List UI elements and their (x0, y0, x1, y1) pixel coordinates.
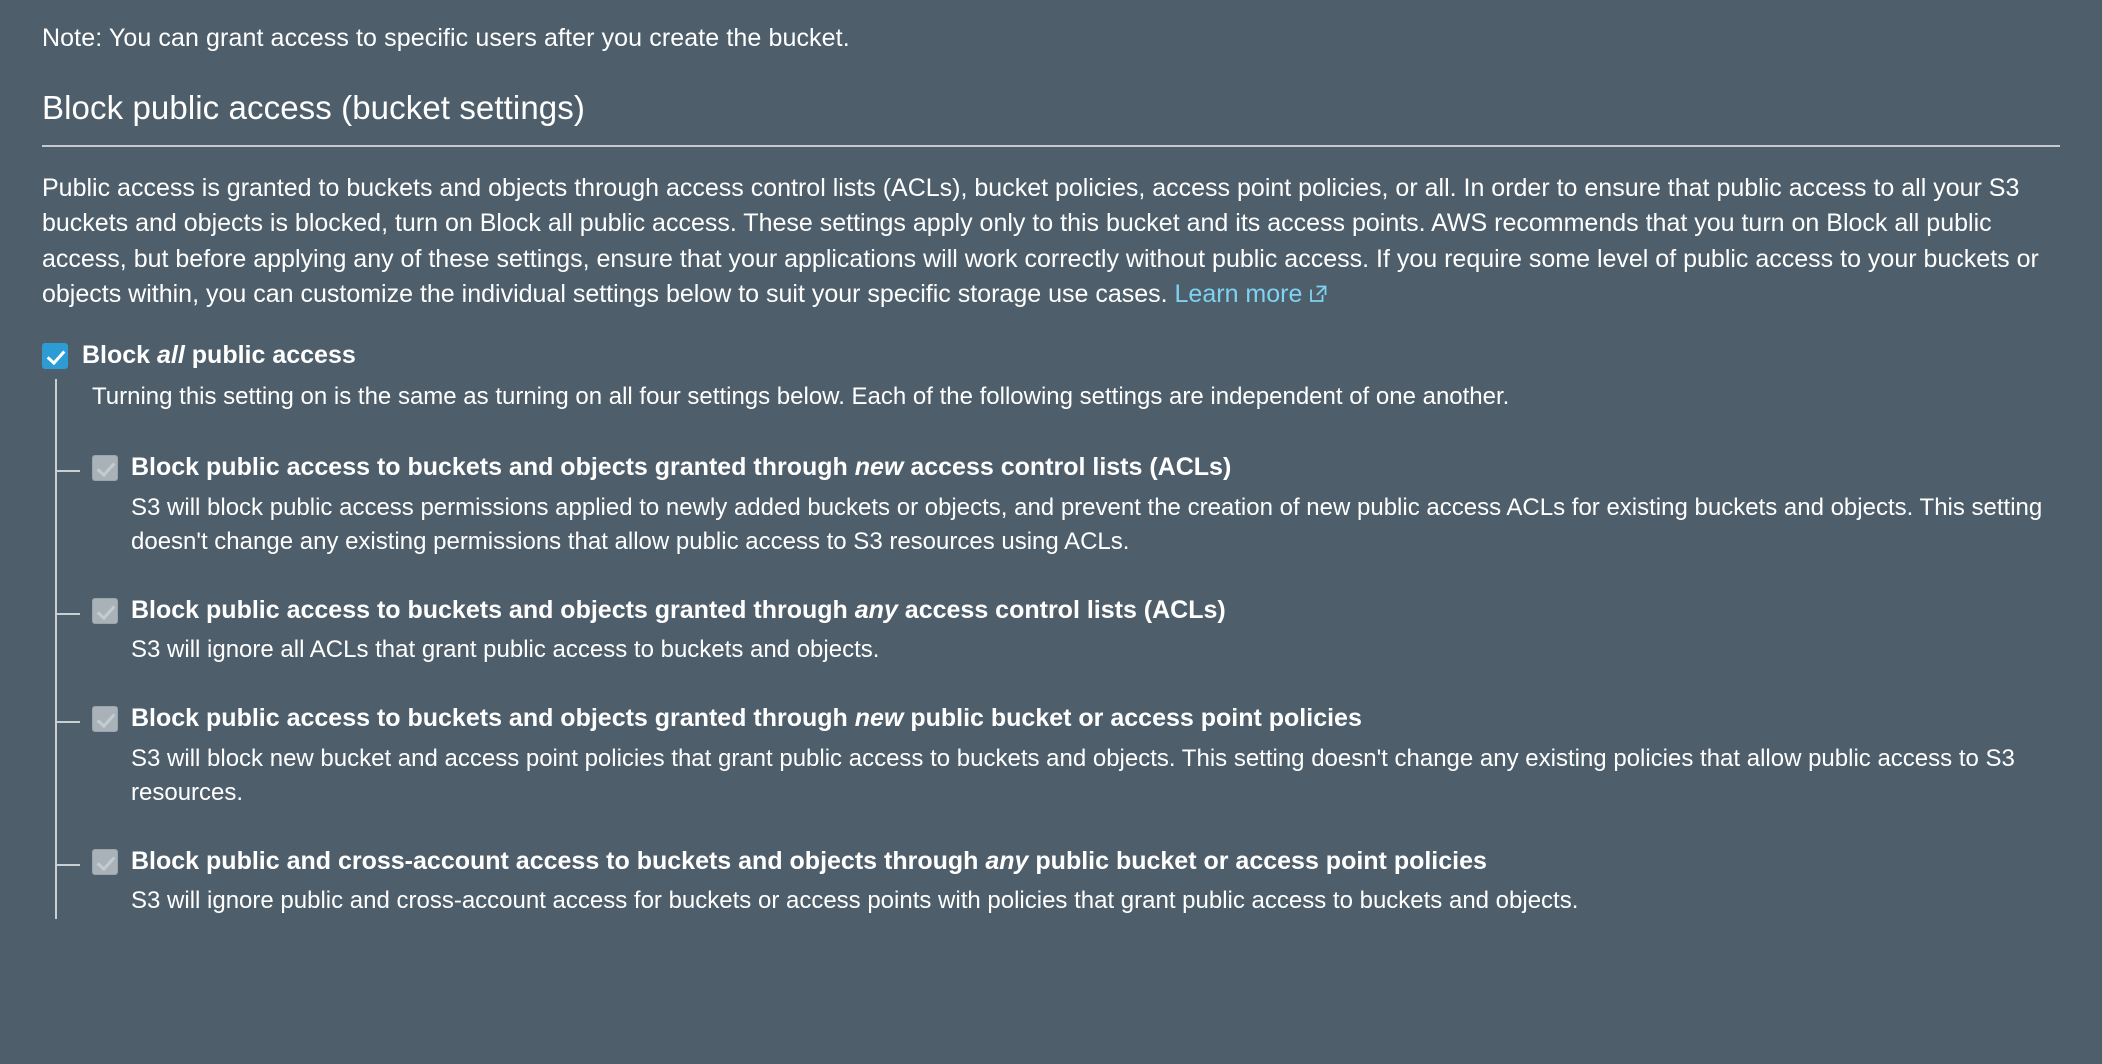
setting-new-policies-label-prefix: Block public access to buckets and objects granted through (131, 704, 855, 733)
setting-any-acls-description: S3 will ignore all ACLs that grant public access to buckets and objects. (131, 636, 880, 664)
setting-new-policies-label (131, 702, 1362, 734)
master-label-emphasis: all (157, 340, 185, 369)
setting-any-policies-description: S3 will ignore public and cross-account access for buckets or access points with policies that grant public access to buckets and objects. (131, 887, 1579, 915)
setting-any-acls-label-suffix: access control lists (ACLs) (897, 596, 1226, 625)
setting-any-acls-label-prefix: Block public access to buckets and objects granted through (131, 596, 855, 625)
setting-any-acls-label (131, 594, 1226, 626)
setting-new-policies[interactable] (92, 702, 2060, 811)
setting-any-acls-checkbox[interactable] (92, 598, 118, 624)
setting-new-policies-head[interactable] (92, 702, 2060, 734)
page-title: Block public access (bucket settings) (42, 88, 585, 126)
grant-access-note: Note: You can grant access to specific users after you create the bucket. (42, 24, 850, 52)
setting-any-acls[interactable] (92, 594, 2060, 668)
learn-more-link[interactable] (1175, 280, 1329, 308)
setting-any-acls-head[interactable] (92, 594, 2060, 626)
setting-new-policies-label-emphasis: new (854, 704, 904, 733)
external-link-icon (1308, 279, 1328, 315)
section-description (42, 171, 2060, 315)
setting-new-acls-description: S3 will block public access permissions applied to newly added buckets or objects, and prevent the creation of new public access ACLs for existing buckets and objects. This setting doesn't change any existing permissions that allow public access to S3 resources using ACLs. (131, 493, 2043, 556)
master-label-prefix: Block (82, 340, 158, 369)
setting-any-acls-label-emphasis: any (854, 596, 898, 625)
block-all-public-access-label (82, 339, 356, 372)
setting-any-policies[interactable] (92, 845, 2060, 919)
settings-tree (55, 379, 2060, 919)
title-divider (42, 145, 2060, 147)
setting-new-policies-description: S3 will block new bucket and access point policies that grant public access to buckets and objects. This setting doesn't change any existing policies that allow public access to S3 resources. (131, 744, 2015, 807)
learn-more-label: Learn more (1174, 280, 1303, 308)
setting-new-acls[interactable] (92, 451, 2060, 560)
setting-new-acls-checkbox[interactable] (92, 455, 118, 481)
setting-any-policies-label-suffix: public bucket or access point policies (1028, 847, 1487, 876)
setting-any-policies-label-emphasis: any (985, 847, 1029, 876)
setting-any-policies-label-prefix: Block public and cross-account access to buckets and objects through (131, 847, 986, 876)
block-all-public-access-row[interactable] (42, 339, 2060, 372)
setting-any-policies-checkbox[interactable] (92, 849, 118, 875)
setting-new-acls-head[interactable] (92, 451, 2060, 483)
section-description-text: Public access is granted to buckets and objects through access control lists (ACLs), bucket policies, access point policies, or all. In order to ensure that public access to all your S3 buckets and objects is blocked, turn on Block all public access. These settings apply only to this bucket and its access points. AWS recommends that you turn on Block all public access, but before applying any of these settings, ensure that your applications will work correctly without public access. If you require some level of public access to your buckets or objects within, you can customize the individual settings below to suit your specific storage use cases. (42, 173, 2039, 308)
block-all-public-access-checkbox[interactable] (42, 343, 68, 369)
setting-new-acls-label (131, 451, 1231, 483)
setting-new-acls-label-suffix: access control lists (ACLs) (903, 453, 1232, 482)
master-label-suffix: public access (184, 340, 356, 369)
setting-any-policies-head[interactable] (92, 845, 2060, 877)
setting-any-policies-label (131, 845, 1487, 877)
setting-new-acls-label-prefix: Block public access to buckets and objects granted through (131, 453, 855, 482)
block-all-description: Turning this setting on is the same as turning on all four settings below. Each of the following settings are independent of one another. (92, 383, 1510, 410)
setting-new-acls-label-emphasis: new (854, 453, 904, 482)
setting-new-policies-checkbox[interactable] (92, 706, 118, 732)
setting-new-policies-label-suffix: public bucket or access point policies (903, 704, 1362, 733)
